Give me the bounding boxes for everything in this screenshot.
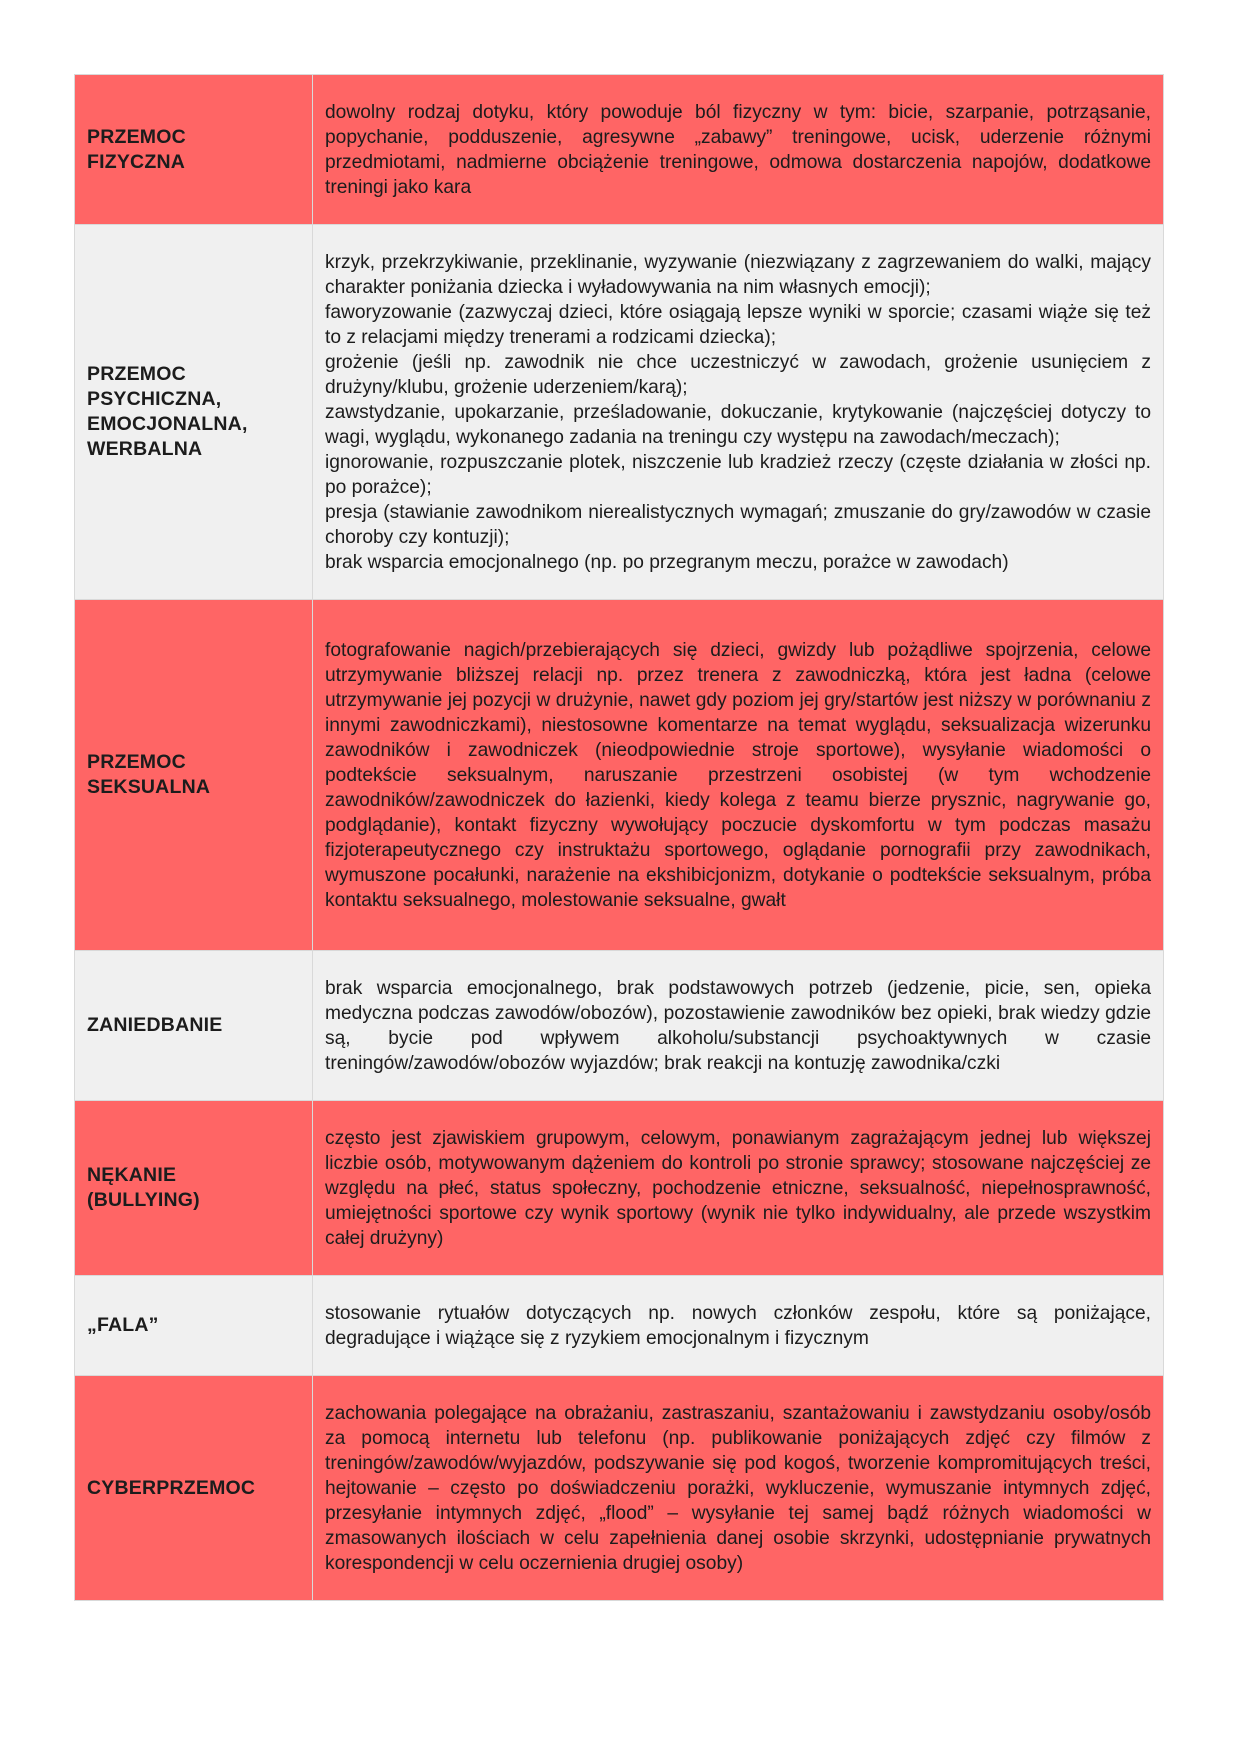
description-cell <box>313 75 1164 225</box>
category-label: PRZEMOC <box>87 125 186 148</box>
category-cell <box>75 1376 313 1601</box>
category-label: WERBALNA <box>87 438 203 460</box>
category-label: „FALA” <box>87 1314 159 1336</box>
table-row <box>75 75 1164 225</box>
table-row <box>75 225 1164 600</box>
category-cell <box>75 75 313 225</box>
category-label: PRZEMOC <box>87 363 186 385</box>
description-text: dowolny rodzaj dotyku, który powoduje ból fizyczny w tym: bicie, szarpanie, potrząsanie, popychanie, podduszenie, agresywne „zabawy” treningowe, ucisk, uderzenie różnymi przedmiotami, nadmierne obciążenie treningowe, odmowa dostarczenia napojów, dodatkowe treningi jako kara <box>325 101 1151 198</box>
description-text: często jest zjawiskiem grupowym, celowym, ponawianym zagrażającym jednej lub większej liczbie osób, motywowanym dążeniem do kontroli po stronie sprawcy; stosowane najczęściej ze względu na płeć, status społeczny, pochodzenie etniczne, seksualność, niepełnosprawność, umiejętności sportowe czy wynik sportowy (wynik nie tylko indywidualny, ale przede wszystkim całej drużyny) <box>325 1127 1151 1249</box>
description-text: krzyk, przekrzykiwanie, przeklinanie, wyzywanie (niezwiązany z zagrzewaniem do walki, mający charakter poniżania dziecka i wyładowywania na nim własnych emocji); <box>325 251 1151 298</box>
table-row <box>75 600 1164 951</box>
category-label: (BULLYING) <box>87 1189 200 1211</box>
category-cell <box>75 1101 313 1276</box>
table-row <box>75 951 1164 1101</box>
description-text: grożenie (jeśli np. zawodnik nie chce uczestniczyć w zawodach, grożenie usunięciem z drużyny/klubu, grożenie uderzeniem/karą); <box>325 351 1151 398</box>
abuse-types-table <box>74 74 1164 1601</box>
description-text: faworyzowanie (zazwyczaj dzieci, które osiągają lepsze wyniki w sporcie; czasami wiąże się też to z relacjami między trenerami a rodzicami dziecka); <box>325 301 1151 348</box>
description-cell <box>313 600 1164 951</box>
category-label: FIZYCZNA <box>87 150 186 173</box>
category-label: SEKSUALNA <box>87 776 211 798</box>
category-label: CYBERPRZEMOC <box>87 1476 256 1499</box>
description-text: zachowania polegające na obrażaniu, zastraszaniu, szantażowaniu i zawstydzaniu osoby/osób za pomocą internetu lub telefonu (np. publikowanie poniżających zdjęć czy filmów z treningów/zawodów/wyjazdów, podszywanie się pod kogoś, tworzenie kompromitujących treści, hejtowanie – często po doświadczeniu porażki, wykluczenie, wymuszanie intymnych zdjęć, przesyłanie intymnych zdjęć, „flood” – wysyłanie tej samej bądź różnych wiadomości w zmasowanych ilościach w celu zapełnienia danej osobie skrzynki, udostępnianie prywatnych korespondencji w celu oczernienia drugiej osoby) <box>325 1402 1151 1574</box>
table-row <box>75 1376 1164 1601</box>
description-text: brak wsparcia emocjonalnego (np. po przegranym meczu, porażce w zawodach) <box>325 551 1009 573</box>
category-label: PSYCHICZNA, <box>87 388 222 410</box>
table-row <box>75 1101 1164 1276</box>
description-text: stosowanie rytuałów dotyczących np. nowych członków zespołu, które są poniżające, degradujące i wiążące się z ryzykiem emocjonalnym i fizycznym <box>325 1302 1151 1349</box>
description-cell <box>313 1376 1164 1601</box>
description-text: ignorowanie, rozpuszczanie plotek, niszczenie lub kradzież rzeczy (częste działania w złości np. po porażce); <box>325 451 1151 498</box>
description-cell <box>313 225 1164 600</box>
description-text: fotografowanie nagich/przebierających się dzieci, gwizdy lub pożądliwe spojrzenia, celowe utrzymywanie bliższej relacji np. przez trenera z zawodniczką, która jest ładna (celowe utrzymywanie jej pozycji w drużynie, nawet gdy poziom jej gry/startów jest niższy w porównaniu z innymi zawodniczkami), niestosowne komentarze na temat wyglądu, seksualizacja wizerunku zawodników i zawodniczek (nieodpowiednie stroje sportowe), wysyłanie wiadomości o podtekście seksualnym, naruszanie przestrzeni osobistej (w tym wchodzenie zawodników/zawodniczek do łazienki, kiedy kolega z teamu bierze prysznic, nagrywanie go, podglądanie), kontakt fizyczny wywołujący poczucie dyskomfortu w tym podczas masażu fizjoterapeutycznego czy instruktażu sportowego, oglądanie pornografii przy zawodnikach, wymuszone pocałunki, narażenie na ekshibicjonizm, dotykanie o podtekście seksualnym, próba kontaktu seksualnego, molestowanie seksualne, gwałt <box>325 639 1151 911</box>
description-cell <box>313 1101 1164 1276</box>
category-cell <box>75 1276 313 1376</box>
description-text: brak wsparcia emocjonalnego, brak podstawowych potrzeb (jedzenie, picie, sen, opieka medyczna podczas zawodów/obozów), pozostawienie zawodników bez opieki, brak wiedzy gdzie są, bycie pod wpływem alkoholu/substancji psychoaktywnych w czasie treningów/zawodów/obozów wyjazdów; brak reakcji na kontuzję zawodnika/czki <box>325 977 1151 1074</box>
description-text: presja (stawianie zawodnikom nierealistycznych wymagań; zmuszanie do gry/zawodów w czasie choroby czy kontuzji); <box>325 501 1151 548</box>
description-cell <box>313 951 1164 1101</box>
category-label: PRZEMOC <box>87 751 186 773</box>
category-cell <box>75 600 313 951</box>
description-cell <box>313 1276 1164 1376</box>
description-text: zawstydzanie, upokarzanie, prześladowanie, dokuczanie, krytykowanie (najczęściej dotyczy to wagi, wyglądu, wykonanego zadania na treningu czy występu na zawodach/meczach); <box>325 401 1151 448</box>
category-label: EMOCJONALNA, <box>87 413 248 435</box>
table-row <box>75 1276 1164 1376</box>
category-cell <box>75 225 313 600</box>
table-body <box>75 75 1164 1601</box>
category-cell <box>75 951 313 1101</box>
category-label: NĘKANIE <box>87 1164 177 1186</box>
category-label: ZANIEDBANIE <box>87 1014 223 1036</box>
